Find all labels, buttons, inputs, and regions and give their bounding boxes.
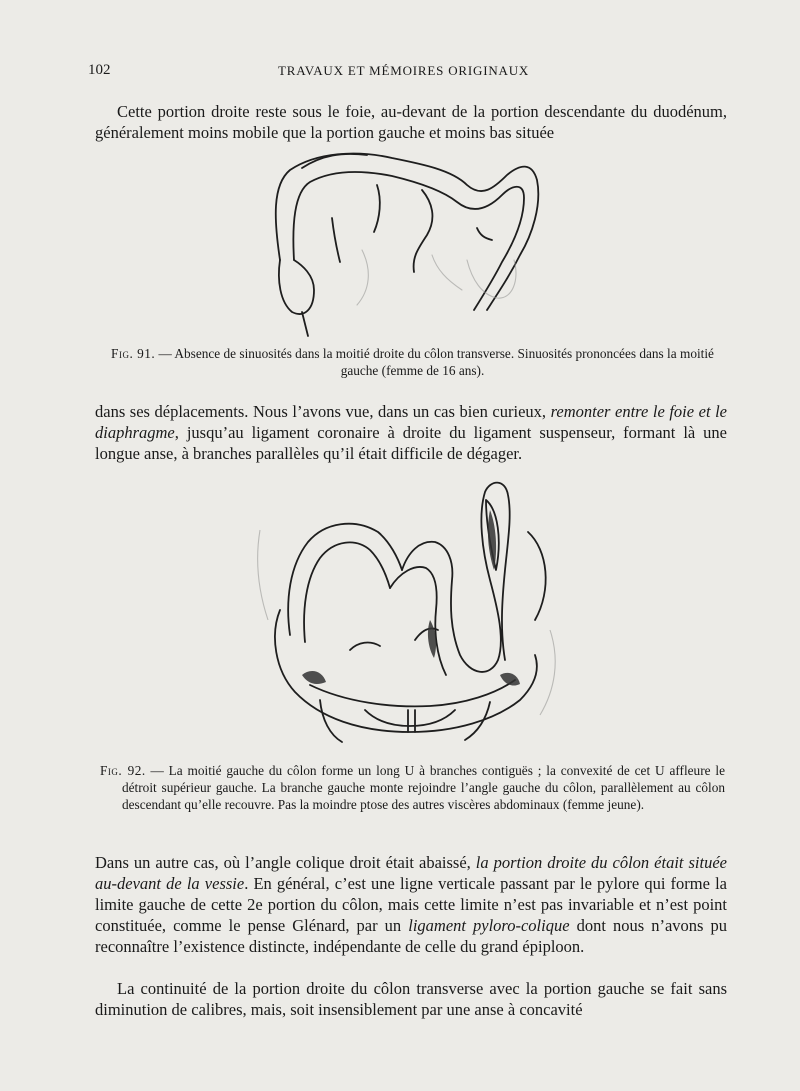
paragraph-2-italic: remonter entre le foie et le diaphragme (95, 402, 727, 442)
page-number: 102 (88, 62, 111, 78)
paragraph-2 (95, 401, 727, 464)
paragraph-3-text-c: . En général, c’est une ligne verticale passant par le pylore qui forme la limite gauche de cette 2e portion du côlon, mais cette limite n’est pas invariable et n’est point constituée, comme le pense Glénard, par un (95, 874, 727, 935)
figure-92-label: Fig. 92. (100, 763, 146, 778)
figure-92-caption-text: — La moitié gauche du côlon forme un long U à branches contiguës ; la convexité de cet U affleure le détroit supérieur gauche. La branche gauche monte rejoindre l’angle gauche du côlon, parallèlement au côlon descendant qu’elle recouvre. Pas la moindre ptose des autres viscères abdominaux (femme jeune). (122, 763, 725, 812)
paragraph-3 (95, 852, 727, 957)
figure-91-caption-text: — Absence de sinuosités dans la moitié droite du côlon transverse. Sinuosités prononcées dans la moitié gauche (femme de 16 ans). (155, 346, 714, 378)
running-header (88, 62, 728, 82)
figure-91-caption (100, 345, 725, 379)
figure-92-caption-block (100, 762, 725, 813)
paragraph-1: Cette portion droite reste sous le foie, au-devant de la portion descendante du duodénum, généralement moins mobile que la portion gauche et moins bas située (95, 102, 727, 142)
paragraph-3-italic-b: ligament pyloro-colique (408, 916, 570, 935)
paragraph-3-italic-a: la portion droite du côlon était située au-devant de la vessie (95, 853, 727, 893)
paragraph-4: La continuité de la portion droite du côlon transverse avec la portion gauche se fait sans diminution de calibres, mais, soit insensiblement par une anse à concavité (95, 979, 727, 1019)
paragraph-2-text-c: , jusqu’au ligament coronaire à droite du ligament suspenseur, formant là une longue anse, à branches parallèles qu’il était difficile de dégager. (95, 423, 727, 463)
paragraph-2-text-a: dans ses déplacements. Nous l’avons vue, dans un cas bien curieux, (95, 402, 551, 421)
figure-91-drawing (262, 140, 562, 345)
paragraph-3-text-a: Dans un autre cas, où l’angle colique droit était abaissé, (95, 853, 476, 872)
running-title: TRAVAUX ET MÉMOIRES ORIGINAUX (278, 63, 530, 78)
figure-91-illustration (262, 140, 562, 345)
paragraph-3-text-e: dont nous n’avons pu reconnaître l’existence distincte, indépendante de celle du grand épiploon. (95, 916, 727, 956)
figure-91-label: Fig. 91. (111, 346, 156, 361)
figure-92-drawing (250, 470, 570, 755)
figure-92-caption (100, 762, 725, 813)
figure-92-illustration (250, 470, 570, 755)
